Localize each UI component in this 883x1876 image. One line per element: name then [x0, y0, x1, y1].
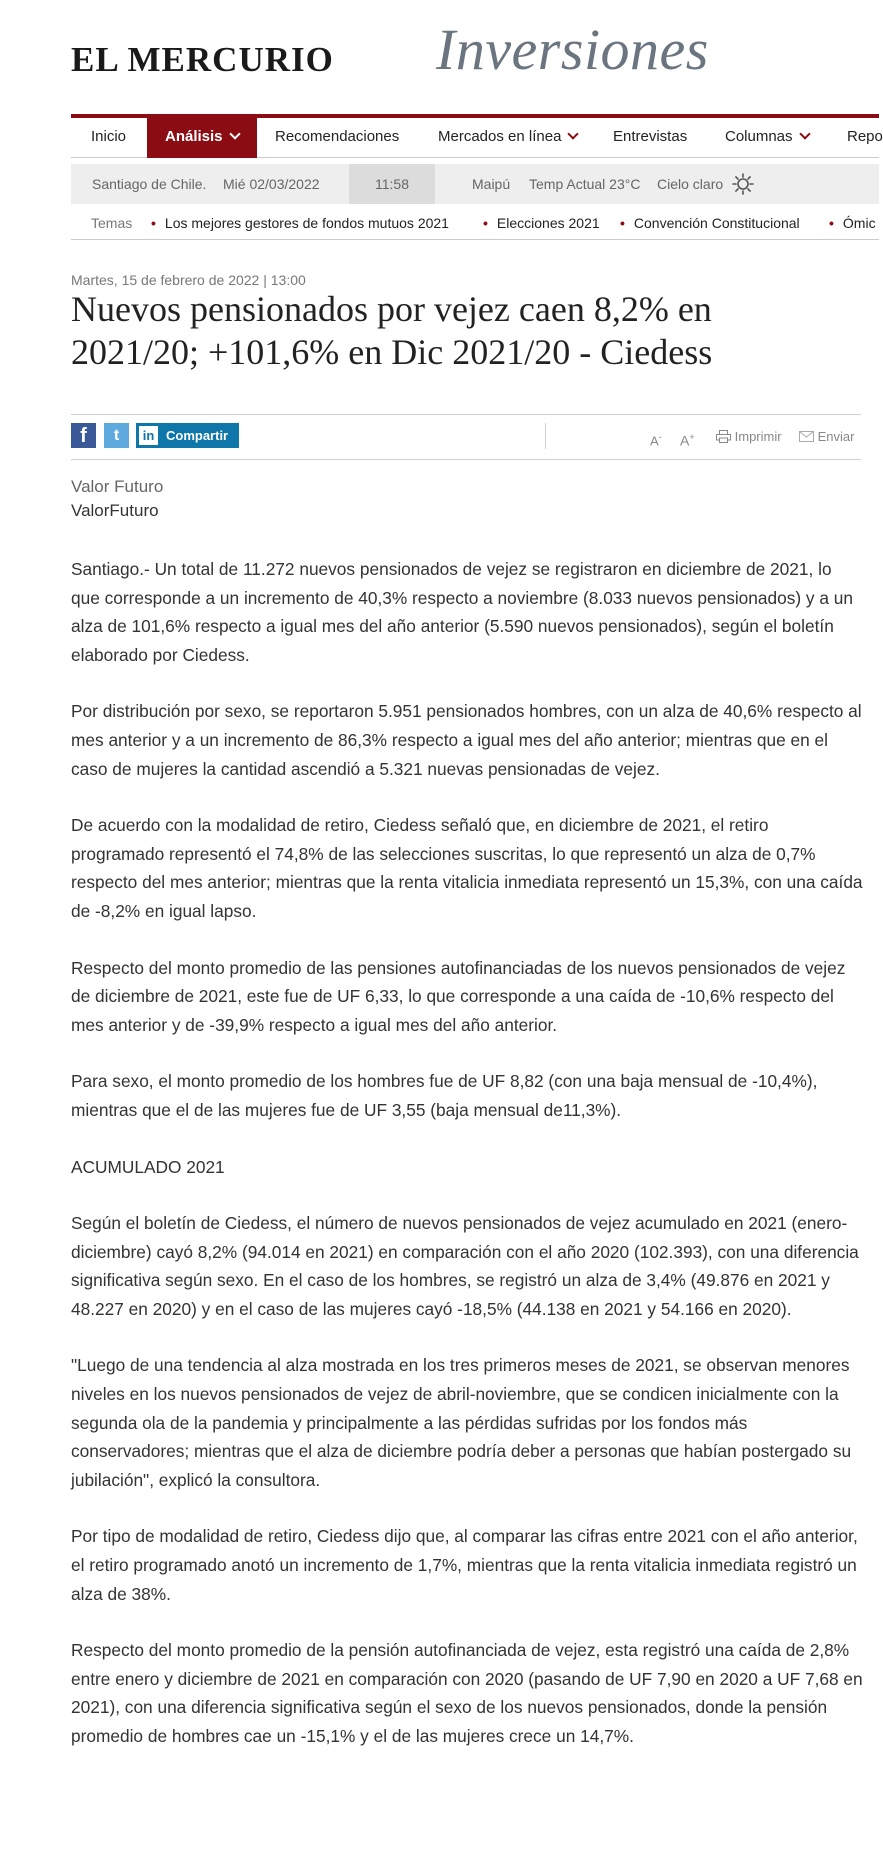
- send-button[interactable]: [799, 415, 854, 459]
- font-decrease-button[interactable]: A-: [650, 432, 662, 449]
- brand-logo[interactable]: EL MERCURIO: [71, 40, 334, 79]
- section-subheading: ACUMULADO 2021: [71, 1156, 225, 1177]
- article-paragraph: Según el boletín de Ciedess, el número de nuevos pensionados de vejez acumulado en 2021 (enero-diciembre) cayó 8,2% (94.014 en 2021) en comparación con el año 2020 (102.393), con una diferencia significativa según sexo. En el caso de los hombres, se registró un alza de 3,4% (49.876 en 2021 y 48.227 en 2020) y en el caso de las mujeres cayó -18,5% (44.138 en 2021 y 54.166 en 2020).: [71, 1213, 859, 1319]
- share-bar: [71, 414, 861, 460]
- nav-label: Columnas: [725, 128, 793, 145]
- font-increase-button[interactable]: A+: [680, 432, 695, 449]
- topics-label: Temas: [91, 215, 133, 231]
- topics-bar: [71, 206, 879, 240]
- topic-link[interactable]: • Ómic: [829, 215, 876, 231]
- current-date: Mié 02/03/2022: [223, 176, 320, 192]
- current-time: 11:58: [349, 164, 435, 204]
- article-paragraph: Respecto del monto promedio de la pensión autofinanciada de vejez, esta registró una caída de 2,8% entre enero y diciembre de 2021 en comparación con 2020 (pasando de UF 7,90 en 2020 a UF 7,68 en 2021), con una diferencia significativa según el sexo de los nuevos pensionados, donde la pensión promedio de hombres cae un -15,1% y el de las mujeres crece un 14,7%.: [71, 1640, 863, 1746]
- info-bar: [71, 164, 879, 204]
- font-small-label: A: [650, 433, 659, 449]
- topic-label: Convención Constitucional: [633, 215, 800, 231]
- topic-label: Los mejores gestores de fondos mutuos 2021: [164, 215, 449, 231]
- facebook-icon[interactable]: f: [71, 423, 96, 448]
- chevron-down-icon: [799, 128, 810, 139]
- nav-item-analisis[interactable]: [147, 114, 257, 158]
- topic-link[interactable]: • Los mejores gestores de fondos mutuos 2021: [151, 215, 449, 231]
- article-paragraph: Respecto del monto promedio de las pensiones autofinanciadas de los nuevos pensionados de vejez de diciembre de 2021, este fue de UF 6,33, lo que corresponde a una caída de -10,6% respecto del mes anterior y de -39,9% respecto a igual mes del año anterior.: [71, 957, 846, 1035]
- main-nav: [71, 114, 883, 158]
- article-source: Valor Futuro: [71, 477, 164, 496]
- weather-city: Maipú: [472, 176, 511, 192]
- print-button[interactable]: [716, 415, 782, 459]
- article-author: ValorFuturo: [71, 501, 159, 520]
- nav-label: Entrevistas: [613, 128, 688, 145]
- nav-label: Repo: [847, 128, 883, 145]
- send-label: Enviar: [817, 429, 855, 444]
- nav-item-entrevistas[interactable]: [613, 118, 687, 158]
- print-label: Imprimir: [734, 429, 782, 444]
- article-paragraph: Santiago.- Un total de 11.272 nuevos pensionados de vejez se registraron en diciembre de 2021, lo que corresponde a un incremento de 40,3% respecto a noviembre (8.033 nuevos pensionados) y a un alza de 101,6% respecto a igual mes del año anterior (5.590 nuevos pensionados), según el boletín elaborado por Ciedess.: [71, 559, 854, 665]
- topic-link[interactable]: • Elecciones 2021: [483, 215, 600, 231]
- chevron-down-icon: [568, 128, 579, 139]
- topic-label: Ómic: [842, 215, 876, 231]
- divider: [545, 423, 546, 449]
- article-paragraph: "Luego de una tendencia al alza mostrada en los tres primeros meses de 2021, se observan menores niveles en los nuevos pensionados de vejez de abril-noviembre, que se condicen inicialmente con la segunda ola de la pandemia y principalmente a las pérdidas sufridas por los fondos más conservadores; mientras que el alza de diciembre podría deber a personas que habían postergado su jubilación", explicó la consultora.: [71, 1355, 852, 1490]
- chevron-down-icon: [229, 128, 240, 139]
- nav-label: Inicio: [91, 128, 127, 145]
- article-body: [71, 555, 863, 1779]
- print-icon: [716, 430, 731, 443]
- linkedin-share-button[interactable]: [136, 423, 239, 448]
- article-headline: [71, 288, 861, 374]
- article-paragraph: Por tipo de modalidad de retiro, Ciedess dijo que, al comparar las cifras entre 2021 con el año anterior, el retiro programado anotó un incremento de 1,7%, mientras que la renta vitalicia inmediata registró un alza de 38%.: [71, 1526, 858, 1604]
- nav-label: Análisis: [165, 128, 223, 145]
- linkedin-icon: in: [139, 426, 158, 445]
- nav-item-mercados[interactable]: [438, 118, 577, 158]
- nav-item-reportajes[interactable]: [847, 118, 883, 158]
- headline-line: Nuevos pensionados por vejez caen 8,2% en: [71, 289, 712, 329]
- weather-temperature: Temp Actual 23°C: [529, 176, 641, 192]
- article-dateline: Martes, 15 de febrero de 2022 | 13:00: [71, 272, 306, 288]
- weather-sky: Cielo claro: [657, 176, 724, 192]
- article-paragraph: Para sexo, el monto promedio de los hombres fue de UF 8,82 (con una baja mensual de -10,4%), mientras que el de las mujeres fue de UF 3,55 (baja mensual de11,3%).: [71, 1071, 818, 1120]
- nav-item-inicio[interactable]: [91, 118, 126, 158]
- nav-label: Recomendaciones: [275, 128, 400, 145]
- nav-item-columnas[interactable]: [725, 118, 809, 158]
- article-paragraph: Por distribución por sexo, se reportaron 5.951 pensionados hombres, con un alza de 40,6% respecto al mes anterior y a un incremento de 86,3% respecto a igual mes del año anterior; mientras que en el caso de mujeres la cantidad ascendió a 5.321 nuevas pensionadas de vejez.: [71, 701, 862, 779]
- nav-label: Mercados en línea: [438, 128, 562, 145]
- nav-item-recomendaciones[interactable]: [275, 118, 399, 158]
- article-paragraph: De acuerdo con la modalidad de retiro, Ciedess señaló que, en diciembre de 2021, el retiro programado representó el 74,8% de las selecciones suscritas, lo que representó un alza de 0,7% respecto del mes anterior; mientras que la renta vitalicia inmediata representó un 15,3%, con una caída de -8,2% en igual lapso.: [71, 815, 863, 921]
- headline-line: 2021/20; +101,6% en Dic 2021/20 - Ciedess: [71, 332, 713, 372]
- topic-link[interactable]: • Convención Constitucional: [620, 215, 800, 231]
- twitter-icon[interactable]: t: [104, 423, 129, 448]
- masthead: [71, 14, 879, 104]
- sun-icon: [732, 173, 754, 195]
- font-large-label: A: [680, 432, 690, 449]
- section-logo[interactable]: Inversiones: [436, 17, 709, 82]
- location-text: Santiago de Chile.: [92, 176, 207, 192]
- linkedin-share-label: Compartir: [166, 428, 229, 443]
- topic-label: Elecciones 2021: [496, 215, 600, 231]
- envelope-icon: [799, 431, 814, 442]
